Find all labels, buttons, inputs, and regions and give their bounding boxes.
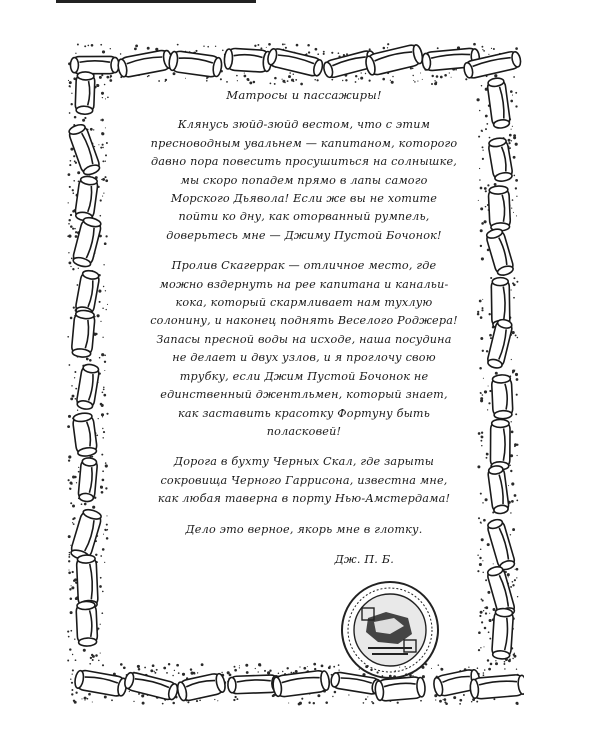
letter-body [150, 86, 458, 581]
pirate-seal-icon [338, 578, 442, 682]
top-edge-line [56, 0, 256, 3]
letter-greeting: Матросы и пассажиры! [226, 88, 382, 102]
letter-paragraph-2: Пролив Скагеррак — отличное место, где можно вздернуть на рее капитана и канальи-кока, который скармливает нам тухлую солонину, и наконец поднять Веселого Роджера! Запасы пресной воды на исходе, наша посудина не делает и двух узлов, и я проглочу свою трубку, если Джим Пустой Бочонок не единственный джентльмен, который знает, как заставить красотку Фортуну быть поласковей! [150, 259, 458, 438]
letter-signature: Дж. П. Б. [334, 552, 394, 566]
letter-closing: Дело это верное, якорь мне в глотку. [185, 522, 423, 536]
letter-paragraph-1: Клянусь зюйд-зюйд вестом, что с этим пресноводным увальнем — капитаном, которого давно пора повесить просушиться на солнышке, мы скоро попадем прямо в лапы самого Морского Дьявола! Если же вы не хотите пойти ко дну, как оторванный румпель, доверьтесь мне — Джиму Пустой Бочонок! [150, 118, 458, 242]
letter-paragraph-3: Дорога в бухту Черных Скал, где зарыты сокровища Черного Гаррисона, известна мне, как любая таверна в порту Нью-Амстердама! [157, 455, 451, 506]
